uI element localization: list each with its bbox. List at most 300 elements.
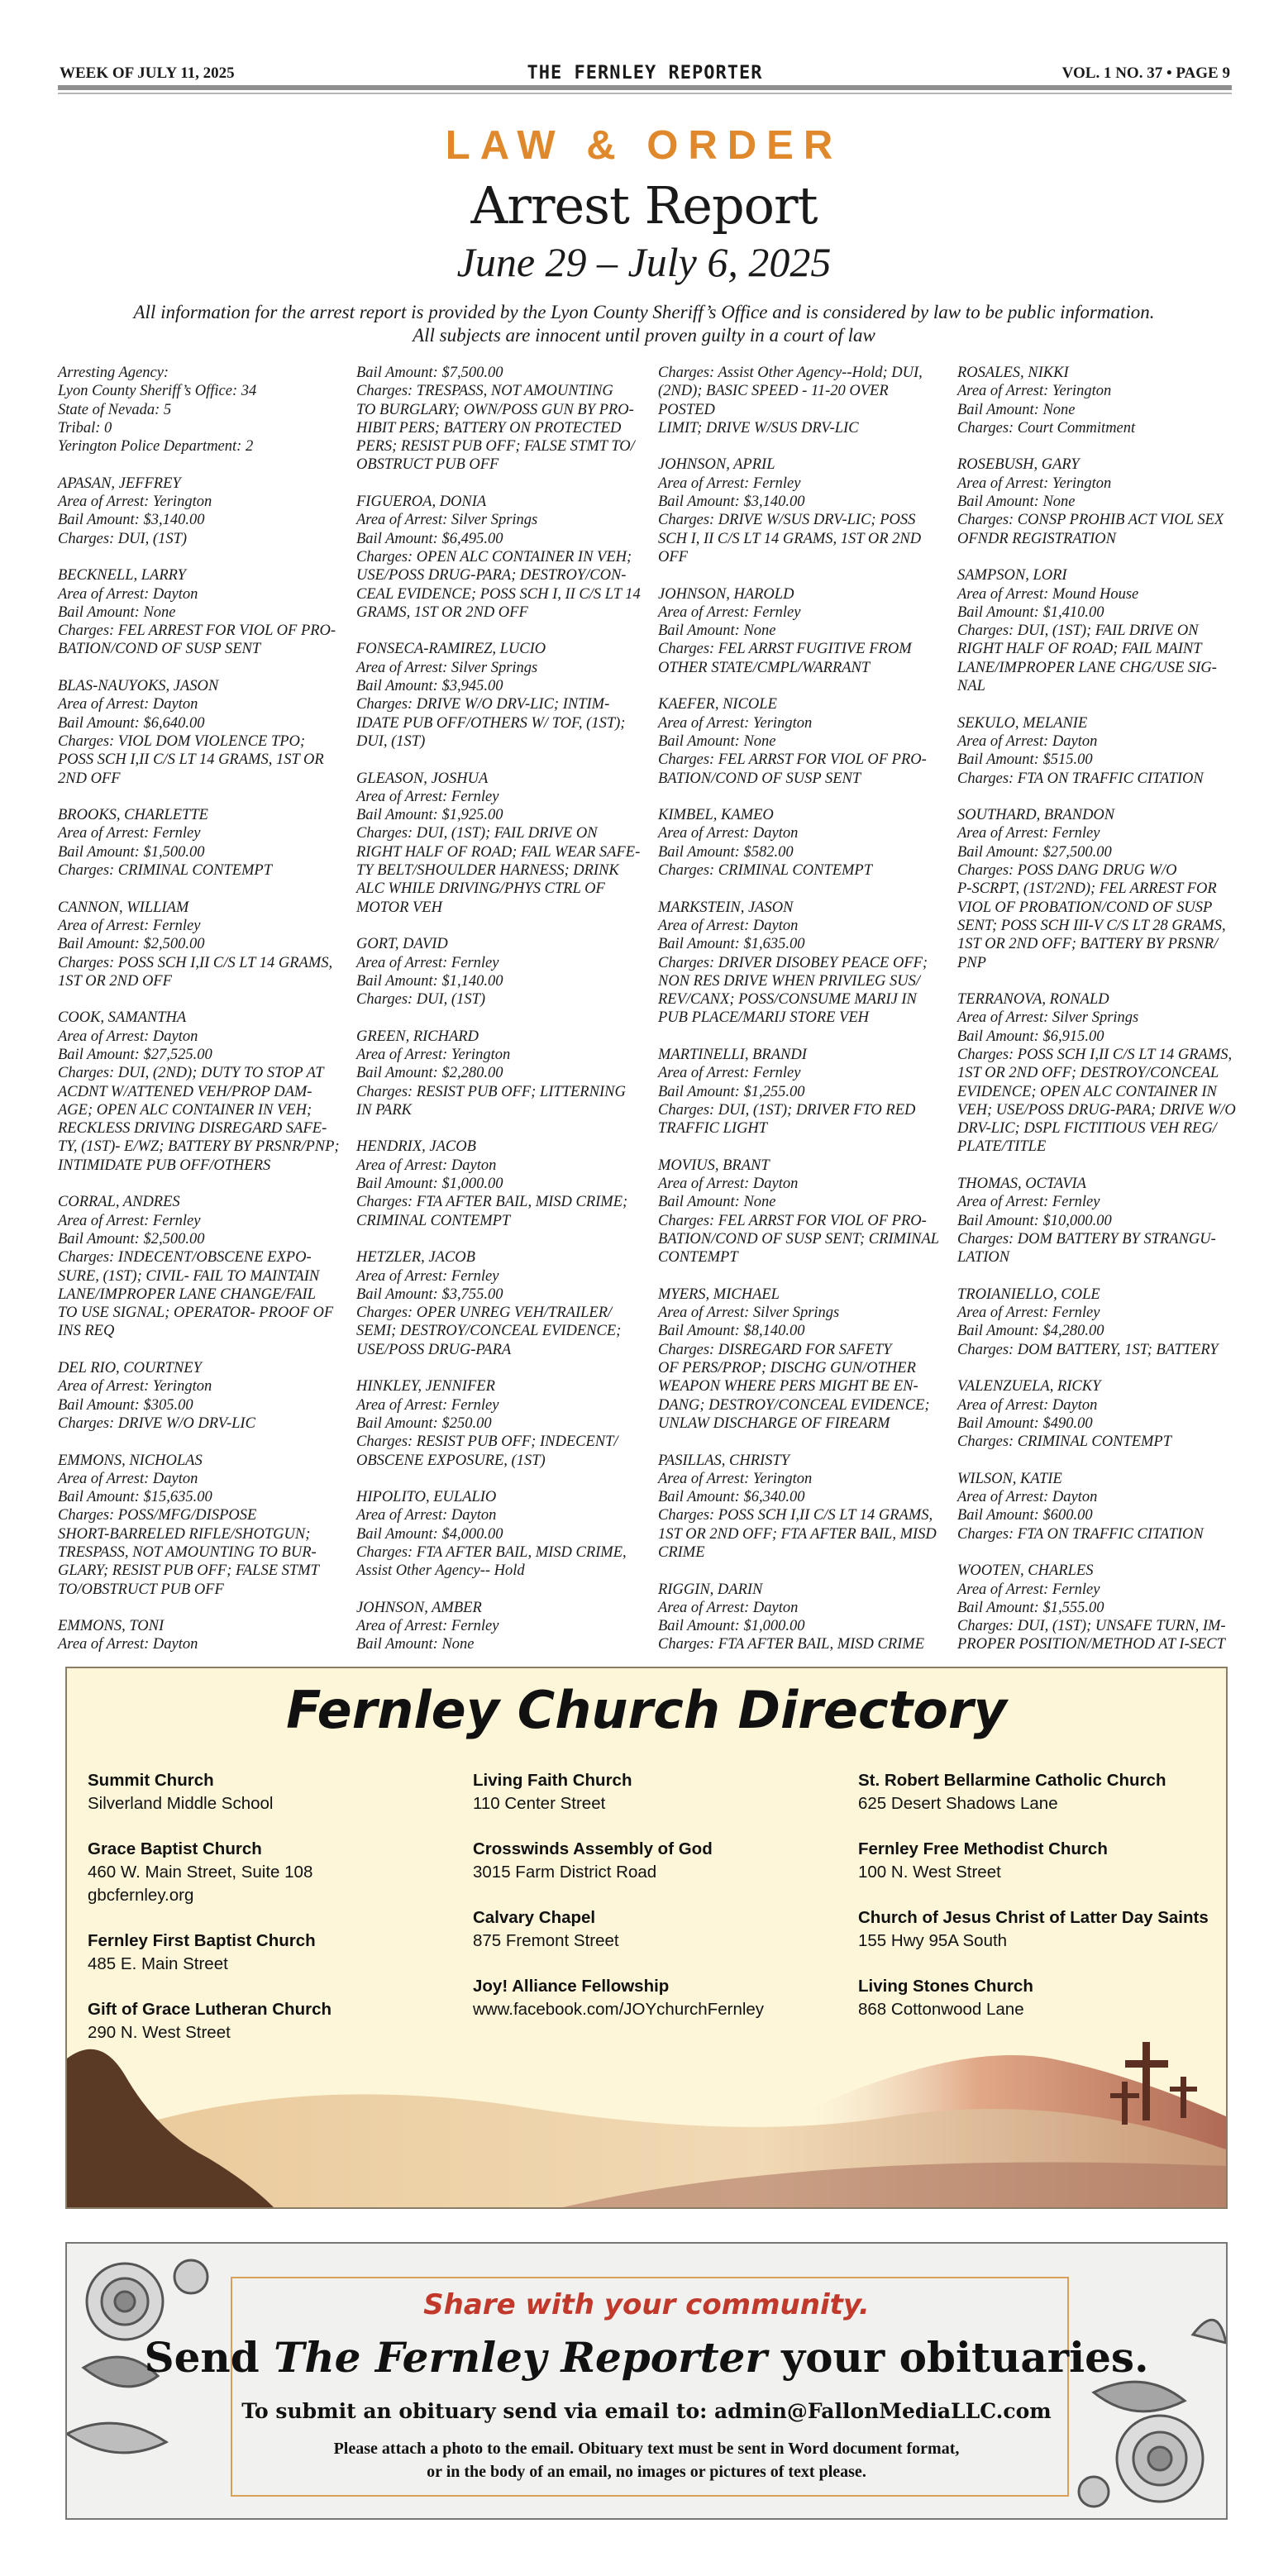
- arrest-entry-line: EVIDENCE; OPEN ALC CONTAINER IN: [957, 1083, 1217, 1100]
- arrest-entry-line: KIMBEL, KAMEO: [658, 807, 774, 824]
- arrest-entry: [658, 364, 943, 437]
- arrest-entry-line: Bail Amount: None: [658, 623, 776, 640]
- arrest-entry: [658, 695, 943, 787]
- arrest-entry-line: WEAPON WHERE PERS MIGHT BE EN-: [658, 1378, 918, 1395]
- arrest-entry-line: Area of Arrest: Fernley: [356, 1618, 499, 1635]
- arrest-entry-line: Tribal: 0: [58, 419, 112, 436]
- arrest-entry-line: WOOTEN, CHARLES: [957, 1562, 1094, 1580]
- obituary-note-line: or in the body of an email, no images or pictures of text please.: [427, 2463, 866, 2481]
- arrest-entry: [658, 1581, 943, 1654]
- church-address: 875 Fremont Street: [473, 1931, 619, 1950]
- arrest-entry-line: Area of Arrest: Silver Springs: [957, 1009, 1139, 1027]
- arrest-entry-line: MOVIUS, BRANT: [658, 1157, 770, 1174]
- arrest-entry-line: GRAMS, 1ST OR 2ND OFF: [356, 603, 528, 621]
- church-listing: [473, 1906, 837, 1953]
- obituary-note: [67, 2437, 1226, 2483]
- church-column-3: [858, 1769, 1222, 2044]
- arrest-entry-line: Area of Arrest: Dayton: [658, 917, 799, 934]
- arrest-entry-line: Charges: DISREGARD FOR SAFETY: [658, 1341, 892, 1358]
- arrest-entry-line: BROOKS, CHARLETTE: [58, 807, 208, 824]
- arrest-entry-line: P-SCRPT, (1ST/2ND); FEL ARREST FOR: [957, 880, 1217, 898]
- arrest-entry-line: Area of Arrest: Fernley: [658, 603, 801, 621]
- arrest-entry-line: Bail Amount: None: [957, 401, 1076, 418]
- arrest-entry: [957, 714, 1243, 788]
- arrest-entry-line: Area of Arrest: Fernley: [356, 1396, 499, 1414]
- arrest-entry-line: PROPER POSITION/METHOD AT I-SECT: [957, 1636, 1225, 1653]
- arrest-entry-line: Bail Amount: None: [658, 732, 776, 750]
- disclaimer: [83, 301, 1205, 347]
- arrest-entry-line: SOUTHARD, BRANDON: [957, 807, 1115, 824]
- obituary-ad: [65, 2242, 1228, 2520]
- arrest-entry-line: Bail Amount: $3,140.00: [58, 512, 205, 529]
- arrest-entry-line: Bail Amount: $7,500.00: [356, 365, 503, 381]
- arrest-entry-line: Bail Amount: $6,915.00: [957, 1028, 1104, 1045]
- arrest-entry-line: EMMONS, NICHOLAS: [58, 1452, 203, 1469]
- church-address: www.facebook.com/JOYchurchFernley: [473, 2000, 765, 2019]
- arrest-entry-line: Bail Amount: None: [356, 1636, 475, 1653]
- arrest-entry-line: WILSON, KATIE: [957, 1470, 1062, 1487]
- arrest-entry-line: Area of Arrest: Dayton: [658, 825, 799, 842]
- arrest-entry-line: IN PARK: [356, 1101, 412, 1119]
- arrest-entry-line: Bail Amount: $2,500.00: [58, 936, 205, 953]
- arrest-entry-line: Bail Amount: $6,640.00: [58, 714, 205, 732]
- church-column-2: [473, 1769, 837, 2044]
- arrest-entry-line: DANG; DESTROY/CONCEAL EVIDENCE;: [658, 1396, 930, 1414]
- arrest-entry-line: APASAN, JEFFREY: [58, 475, 181, 492]
- arrest-entry-line: Area of Arrest: Dayton: [356, 1157, 497, 1174]
- arrest-entry-line: Area of Arrest: Fernley: [957, 825, 1100, 842]
- arrest-entry-line: CORRAL, ANDRES: [58, 1194, 180, 1211]
- church-name: Summit Church: [88, 1771, 214, 1790]
- disclaimer-line: All subjects are innocent until proven guilty in a court of law: [413, 325, 875, 346]
- arrest-entry-line: HIPOLITO, EULALIO: [356, 1489, 497, 1506]
- arrest-entry-line: ACDNT W/ATTENED VEH/PROP DAM-: [58, 1083, 312, 1100]
- church-name: Crosswinds Assembly of God: [473, 1839, 713, 1858]
- arrest-entry: [658, 1452, 943, 1562]
- arrest-entry-line: Charges: DUI, (1ST); UNSAFE TURN, IM-: [957, 1618, 1226, 1635]
- arrest-report-columns: [58, 364, 1236, 1653]
- arrest-entry-line: TRAFFIC LIGHT: [658, 1120, 768, 1138]
- arrest-entry-line: LANE/IMPROPER LANE CHG/USE SIG-: [957, 659, 1217, 676]
- church-name: Fernley First Baptist Church: [88, 1931, 316, 1950]
- arrest-entry-line: Area of Arrest: Fernley: [658, 1065, 801, 1082]
- arrest-entry-line: Charges: CRIMINAL CONTEMPT: [658, 862, 873, 880]
- obituary-headline-pre: Send: [144, 2333, 274, 2382]
- arrest-entry-line: MYERS, MICHAEL: [658, 1286, 780, 1303]
- church-name: Joy! Alliance Fellowship: [473, 1977, 670, 1996]
- church-listing: [858, 1838, 1222, 1884]
- arrest-entry-line: Bail Amount: $27,525.00: [58, 1046, 212, 1063]
- arrest-entry-line: Bail Amount: $1,555.00: [957, 1599, 1104, 1616]
- arrest-entry-line: HENDRIX, JACOB: [356, 1138, 476, 1156]
- arrest-entry-line: LANE/IMPROPER LANE CHANGE/FAIL: [58, 1286, 317, 1303]
- arrest-entry: [58, 1452, 343, 1599]
- arrest-entry-line: Charges: CRIMINAL CONTEMPT: [58, 862, 273, 880]
- church-name: St. Robert Bellarmine Catholic Church: [858, 1771, 1166, 1790]
- arrest-entry-line: Bail Amount: $1,925.00: [356, 807, 503, 824]
- arrest-entry-line: Charges: POSS SCH I,II C/S LT 14 GRAMS,: [957, 1046, 1233, 1063]
- arrest-entry: [356, 493, 642, 622]
- arrest-entry-line: 1ST OR 2ND OFF; FTA AFTER BAIL, MISD: [658, 1525, 937, 1543]
- church-directory-title: Fernley Church Directory: [286, 1680, 1007, 1740]
- arrest-entry: [957, 1286, 1243, 1359]
- arrest-entry-line: (2ND); BASIC SPEED - 11-20 OVER POSTED: [658, 383, 889, 418]
- arrest-entry-line: DUI, (1ST): [356, 732, 426, 750]
- arrest-entry-line: EMMONS, TONI: [58, 1618, 165, 1635]
- church-address: 110 Center Street: [473, 1794, 606, 1813]
- church-name: Gift of Grace Lutheran Church: [88, 2000, 332, 2019]
- arrest-entry-line: Charges: DUI, (2ND); DUTY TO STOP AT: [58, 1065, 324, 1082]
- arrest-entry: [957, 364, 1243, 437]
- arrest-entry-line: Charges: FEL ARRST FOR VIOL OF PRO-: [658, 1212, 927, 1229]
- arrest-entry-line: CRIME: [658, 1544, 705, 1561]
- arrest-entry-line: SCH I, II C/S LT 14 GRAMS, 1ST OR 2ND: [658, 530, 922, 547]
- arrest-entry-line: PUB PLACE/MARIJ STORE VEH: [658, 1009, 870, 1027]
- arrest-entry-line: VEH; USE/POSS DRUG-PARA; DRIVE W/O: [957, 1101, 1236, 1119]
- arrest-entry: [957, 1562, 1243, 1653]
- arrest-entry-line: Bail Amount: $515.00: [957, 751, 1093, 769]
- arrest-entry-line: BATION/COND OF SUSP SENT: [58, 641, 261, 658]
- arrest-entry-line: OFF: [658, 548, 688, 565]
- arrest-entry-line: Area of Arrest: Fernley: [356, 1267, 499, 1285]
- arrest-entry-line: Bail Amount: $4,000.00: [356, 1525, 503, 1543]
- arrest-entry-line: Charges: POSS SCH I,II C/S LT 14 GRAMS,: [658, 1507, 933, 1524]
- arrest-entry-line: Bail Amount: $3,945.00: [356, 678, 503, 695]
- arrest-entry-line: INS REQ: [58, 1323, 115, 1340]
- arrest-entry-line: VIOL OF PROBATION/COND OF SUSP: [957, 899, 1213, 916]
- arrest-entry-line: USE/POSS DRUG-PARA: [356, 1341, 512, 1358]
- arrest-entry-line: Bail Amount: $6,340.00: [658, 1489, 805, 1506]
- arrest-entry: [58, 1359, 343, 1433]
- arrest-entry-line: State of Nevada: 5: [58, 401, 172, 418]
- arrest-entry-line: Area of Arrest: Mound House: [957, 585, 1139, 603]
- report-column-2: [356, 364, 642, 1672]
- arrest-entry: [356, 935, 642, 1009]
- arrest-entry: [356, 364, 642, 475]
- arrest-entry-line: RIGGIN, DARIN: [658, 1581, 763, 1598]
- arrest-entry-line: NAL: [957, 678, 985, 695]
- arrest-entry-line: Charges: POSS/MFG/DISPOSE: [58, 1507, 257, 1524]
- arrest-entry-line: KAEFER, NICOLE: [658, 696, 777, 713]
- arrest-entry-line: Area of Arrest: Yerington: [658, 714, 813, 732]
- arrest-entry: [356, 1377, 642, 1469]
- arrest-entry-line: JOHNSON, HAROLD: [658, 585, 794, 603]
- arrest-entry-line: AGE; OPEN ALC CONTAINER IN VEH;: [58, 1101, 312, 1119]
- church-address: 868 Cottonwood Lane: [858, 2000, 1024, 2019]
- obituary-email-line: To submit an obituary send via email to: admin@FallonMediaLLC.com: [241, 2399, 1052, 2423]
- obituary-headline-post: your obituaries.: [766, 2333, 1149, 2382]
- arrest-entry-line: Bail Amount: None: [658, 1194, 776, 1211]
- arrest-entry-line: DEL RIO, COURTNEY: [58, 1360, 202, 1377]
- church-name: Living Stones Church: [858, 1977, 1033, 1996]
- arrest-entry-line: OF PERS/PROP; DISCHG GUN/OTHER: [658, 1360, 916, 1377]
- arrest-entry-line: Charges: CONSP PROHIB ACT VIOL SEX: [957, 512, 1224, 529]
- arrest-entry-line: PERS; RESIST PUB OFF; FALSE STMT TO/: [356, 438, 635, 456]
- arrest-entry-line: Charges: Court Commitment: [957, 419, 1136, 436]
- arrest-entry-line: CONTEMPT: [658, 1249, 738, 1267]
- arrest-entry: [658, 456, 943, 566]
- arrest-entry-line: SHORT-BARRELED RIFLE/SHOTGUN;: [58, 1525, 311, 1543]
- arrest-entry-line: Charges: FTA ON TRAFFIC CITATION: [957, 770, 1204, 787]
- arrest-entry-line: Charges: FEL ARRST FOR VIOL OF PRO-: [658, 751, 927, 769]
- arrest-entry-line: BECKNELL, LARRY: [58, 567, 186, 584]
- arrest-entry-line: Area of Arrest: Fernley: [58, 1212, 201, 1229]
- arrest-entry-line: Charges: FEL ARRST FUGITIVE FROM: [658, 641, 912, 658]
- church-address: Silverland Middle School: [88, 1794, 274, 1813]
- arrest-entry-line: Bail Amount: $27,500.00: [957, 843, 1112, 861]
- arrest-entry-line: FIGUEROA, DONIA: [356, 494, 487, 511]
- arrest-entry-line: CRIMINAL CONTEMPT: [356, 1212, 511, 1229]
- arrest-entry: [356, 1248, 642, 1359]
- church-directory-ad: [65, 1667, 1228, 2209]
- arrest-entry-line: FONSECA-RAMIREZ, LUCIO: [356, 641, 546, 658]
- arrest-entry-line: Charges: RESIST PUB OFF; INDECENT/: [356, 1433, 618, 1451]
- arrest-entry-line: NON RES DRIVE WHEN PRIVILEG SUS/: [658, 972, 921, 990]
- arrest-entry: [957, 456, 1243, 547]
- church-listing: [473, 1838, 837, 1884]
- arrest-entry-line: Area of Arrest: Silver Springs: [658, 1305, 840, 1322]
- church-address: 155 Hwy 95A South: [858, 1931, 1008, 1950]
- arrest-entry: [58, 1193, 343, 1340]
- arrest-entry-line: Area of Arrest: Dayton: [957, 1489, 1098, 1506]
- arrest-entry-line: OBSCENE EXPOSURE, (1ST): [356, 1452, 546, 1469]
- date-range: June 29 – July 6, 2025: [456, 239, 832, 285]
- arrest-entry-line: PNP: [957, 954, 986, 971]
- arrest-entry-line: PLATE/TITLE: [957, 1138, 1047, 1156]
- arrest-entry-line: Bail Amount: None: [957, 494, 1076, 511]
- arrest-entry: [356, 1488, 642, 1580]
- arrest-entry-line: JOHNSON, APRIL: [658, 456, 775, 474]
- arrest-entry-line: Bail Amount: $582.00: [658, 843, 794, 861]
- masthead-rule: [58, 85, 1232, 90]
- obituary-headline: [67, 2333, 1226, 2382]
- arrest-entry: [58, 364, 343, 456]
- arrest-entry-line: Charges: INDECENT/OBSCENE EXPO-: [58, 1249, 312, 1267]
- arrest-entry-line: OTHER STATE/CMPL/WARRANT: [658, 659, 871, 676]
- arrest-entry-line: Charges: DRIVE W/SUS DRV-LIC; POSS: [658, 512, 916, 529]
- arrest-entry-line: PASILLAS, CHRISTY: [658, 1452, 789, 1469]
- arrest-entry-line: Area of Arrest: Dayton: [58, 1636, 198, 1653]
- arrest-entry-line: Area of Arrest: Yerington: [658, 1470, 813, 1487]
- arrest-entry-line: TY, (1ST)- E/WZ; BATTERY BY PRSNR/PNP;: [58, 1138, 340, 1156]
- desert-landscape-illustration: [67, 2009, 1226, 2207]
- arrest-entry-line: HETZLER, JACOB: [356, 1249, 475, 1267]
- arrest-entry-line: Charges: CRIMINAL CONTEMPT: [957, 1433, 1172, 1451]
- arrest-entry-line: Charges: DUI, (1ST): [58, 530, 188, 547]
- report-column-4: [957, 364, 1243, 1672]
- obituary-headline-paper: The Fernley Reporter: [274, 2333, 767, 2382]
- arrest-entry-line: 2ND OFF: [58, 770, 121, 787]
- paper-name: THE FERNLEY REPORTER: [527, 63, 763, 83]
- arrest-entry-line: Bail Amount: $490.00: [957, 1414, 1093, 1432]
- arrest-entry-line: Bail Amount: $250.00: [356, 1414, 492, 1432]
- arrest-entry-line: GREEN, RICHARD: [356, 1028, 479, 1045]
- arrest-entry-line: Area of Arrest: Dayton: [957, 1396, 1098, 1414]
- volume-page: VOL. 1 NO. 37 • PAGE 9: [1061, 64, 1230, 82]
- arrest-entry-line: SURE, (1ST); CIVIL- FAIL TO MAINTAIN: [58, 1267, 320, 1285]
- arrest-entry-line: Charges: DRIVE W/O DRV-LIC: [58, 1414, 255, 1432]
- arrest-entry-line: SEKULO, MELANIE: [957, 714, 1088, 732]
- church-address: 625 Desert Shadows Lane: [858, 1794, 1058, 1813]
- arrest-entry-line: VALENZUELA, RICKY: [957, 1378, 1101, 1395]
- masthead-rule-thin: [58, 93, 1232, 94]
- arrest-entry-line: Area of Arrest: Dayton: [58, 585, 198, 603]
- arrest-entry-line: MARTINELLI, BRANDI: [658, 1046, 807, 1063]
- church-address: gbcfernley.org: [88, 1886, 194, 1905]
- arrest-entry: [356, 1599, 642, 1654]
- arrest-entry: [356, 640, 642, 751]
- arrest-entry-line: Bail Amount: $600.00: [957, 1507, 1093, 1524]
- arrest-entry-line: Area of Arrest: Yerington: [58, 494, 212, 511]
- arrest-entry-line: Area of Arrest: Silver Springs: [356, 659, 538, 676]
- arrest-entry-line: Bail Amount: $3,755.00: [356, 1286, 503, 1303]
- arrest-entry-line: USE/POSS DRUG-PARA; DESTROY/CON-: [356, 567, 627, 584]
- issue-week: WEEK OF JULY 11, 2025: [60, 64, 235, 82]
- arrest-entry-line: Bail Amount: $2,500.00: [58, 1230, 205, 1247]
- arrest-entry-line: REV/CANX; POSS/CONSUME MARIJ IN: [658, 991, 917, 1009]
- arrest-entry-line: DRV-LIC; DSPL FICTITIOUS VEH REG/: [957, 1120, 1217, 1138]
- arrest-entry-line: UNLAW DISCHARGE OF FIREARM: [658, 1414, 890, 1432]
- church-name: Living Faith Church: [473, 1771, 632, 1790]
- arrest-entry-line: Charges: FTA ON TRAFFIC CITATION: [957, 1525, 1204, 1543]
- arrest-entry-line: Area of Arrest: Yerington: [957, 383, 1112, 400]
- arrest-entry-line: 1ST OR 2ND OFF; BATTERY BY PRSNR/: [957, 936, 1219, 953]
- arrest-entry-line: Area of Arrest: Dayton: [58, 1028, 198, 1045]
- arrest-entry-line: Area of Arrest: Fernley: [957, 1305, 1100, 1322]
- arrest-entry-line: Area of Arrest: Dayton: [58, 1470, 198, 1487]
- arrest-entry-line: Charges: OPEN ALC CONTAINER IN VEH;: [356, 548, 632, 565]
- arrest-entry-line: Area of Arrest: Dayton: [658, 1176, 799, 1193]
- arrest-entry-line: Area of Arrest: Yerington: [58, 1378, 212, 1395]
- arrest-entry-line: HINKLEY, JENNIFER: [356, 1378, 495, 1395]
- arrest-entry-line: Charges: FTA AFTER BAIL, MISD CRIME;: [356, 1194, 628, 1211]
- arrest-entry-line: Charges: FTA AFTER BAIL, MISD CRIME,: [356, 1544, 627, 1561]
- arrest-entry-line: CEAL EVIDENCE; POSS SCH I, II C/S LT 14: [356, 585, 641, 603]
- church-listing: [88, 1930, 451, 1976]
- arrest-entry-line: MARKSTEIN, JASON: [658, 899, 794, 916]
- arrest-entry-line: TERRANOVA, RONALD: [957, 991, 1109, 1009]
- masthead: [58, 61, 1232, 86]
- arrest-entry-line: 1ST OR 2ND OFF: [58, 972, 172, 990]
- church-address: 100 N. West Street: [858, 1863, 1001, 1882]
- church-address: 460 W. Main Street, Suite 108: [88, 1863, 313, 1882]
- arrest-entry-line: Charges: DOM BATTERY BY STRANGU-: [957, 1230, 1216, 1247]
- arrest-entry-line: Charges: VIOL DOM VIOLENCE TPO;: [58, 732, 306, 750]
- arrest-entry: [957, 1377, 1243, 1451]
- page-title: Arrest Report: [470, 175, 818, 236]
- arrest-entry-line: TRESPASS, NOT AMOUNTING TO BUR-: [58, 1544, 317, 1561]
- arrest-entry-line: Area of Arrest: Dayton: [58, 696, 198, 713]
- obituary-kicker: Share with your community.: [423, 2288, 870, 2321]
- arrest-entry-line: Bail Amount: $3,140.00: [658, 494, 805, 511]
- arrest-entry-line: TO BURGLARY; OWN/POSS GUN BY PRO-: [356, 401, 634, 418]
- arrest-entry-line: Charges: POSS DANG DRUG W/O: [957, 862, 1177, 880]
- arrest-entry: [957, 990, 1243, 1157]
- arrest-entry-line: POSS SCH I,II C/S LT 14 GRAMS, 1ST OR: [58, 751, 324, 769]
- arrest-entry-line: Bail Amount: $1,140.00: [356, 972, 503, 990]
- obituary-note-line: Please attach a photo to the email. Obituary text must be sent in Word document format,: [333, 2440, 960, 2458]
- report-column-3: [658, 364, 943, 1672]
- arrest-entry: [356, 1138, 642, 1229]
- arrest-entry-line: Charges: FEL ARREST FOR VIOL OF PRO-: [58, 623, 336, 640]
- arrest-entry: [658, 585, 943, 677]
- arrest-entry-line: THOMAS, OCTAVIA: [957, 1176, 1086, 1193]
- arrest-entry-line: Area of Arrest: Fernley: [356, 788, 499, 805]
- arrest-entry-line: CANNON, WILLIAM: [58, 899, 189, 916]
- arrest-entry-line: Bail Amount: None: [58, 603, 176, 621]
- arrest-entry-line: TROIANIELLO, COLE: [957, 1286, 1100, 1303]
- arrest-entry-line: Arresting Agency:: [58, 365, 169, 381]
- arrest-entry: [356, 770, 642, 917]
- arrest-entry-line: Bail Amount: $1,500.00: [58, 843, 205, 861]
- arrest-entry-line: Area of Arrest: Dayton: [957, 732, 1098, 750]
- arrest-entry-line: TO USE SIGNAL; OPERATOR- PROOF OF: [58, 1305, 334, 1322]
- report-column-1: [58, 364, 343, 1672]
- church-name: Calvary Chapel: [473, 1908, 596, 1927]
- arrest-entry-line: Bail Amount: $6,495.00: [356, 530, 503, 547]
- arrest-entry: [658, 899, 943, 1028]
- disclaimer-line: All information for the arrest report is provided by the Lyon County Sheriff’s Office and is considered by law to be public information.: [133, 302, 1155, 322]
- arrest-entry-line: IDATE PUB OFF/OTHERS W/ TOF, (1ST);: [356, 714, 626, 732]
- arrest-entry-line: TY BELT/SHOULDER HARNESS; DRINK: [356, 862, 619, 880]
- arrest-entry-line: ROSEBUSH, GARY: [957, 456, 1080, 474]
- arrest-entry-line: INTIMIDATE PUB OFF/OTHERS: [58, 1157, 271, 1174]
- arrest-entry-line: Charges: DRIVER DISOBEY PEACE OFF;: [658, 954, 928, 971]
- arrest-entry-line: Bail Amount: $1,000.00: [658, 1618, 805, 1635]
- arrest-entry-line: Charges: DUI, (1ST); FAIL DRIVE ON: [957, 623, 1199, 640]
- church-address: 485 E. Main Street: [88, 1954, 228, 1973]
- arrest-entry-line: RECKLESS DRIVING DISREGARD SAFE-: [58, 1120, 327, 1138]
- arrest-entry-line: Charges: TRESPASS, NOT AMOUNTING: [356, 383, 613, 400]
- arrest-entry-line: Area of Arrest: Fernley: [957, 1581, 1100, 1598]
- arrest-entry-line: SAMPSON, LORI: [957, 567, 1067, 584]
- arrest-entry-line: Area of Arrest: Fernley: [658, 475, 801, 492]
- arrest-entry-line: Charges: POSS SCH I,II C/S LT 14 GRAMS,: [58, 954, 333, 971]
- arrest-entry-line: Area of Arrest: Yerington: [957, 475, 1112, 492]
- church-name: Grace Baptist Church: [88, 1839, 262, 1858]
- arrest-entry: [957, 566, 1243, 695]
- arrest-entry-line: Charges: DUI, (1ST); FAIL DRIVE ON: [356, 825, 598, 842]
- arrest-entry: [58, 1009, 343, 1175]
- arrest-entry-line: BATION/COND OF SUSP SENT; CRIMINAL: [658, 1230, 940, 1247]
- arrest-entry-line: Area of Arrest: Fernley: [58, 917, 201, 934]
- arrest-entry-line: Charges: DRIVE W/O DRV-LIC; INTIM-: [356, 696, 610, 713]
- arrest-entry: [957, 1175, 1243, 1267]
- church-name: Fernley Free Methodist Church: [858, 1839, 1108, 1858]
- arrest-entry: [58, 677, 343, 788]
- arrest-entry-line: OFNDR REGISTRATION: [957, 530, 1117, 547]
- arrest-entry-line: GLEASON, JOSHUA: [356, 770, 489, 787]
- church-address: 290 N. West Street: [88, 2023, 231, 2042]
- arrest-entry-line: OBSTRUCT PUB OFF: [356, 456, 499, 474]
- arrest-entry-line: SENT; POSS SCH III-V C/S LT 28 GRAMS,: [957, 917, 1226, 934]
- arrest-entry-line: Area of Arrest: Dayton: [658, 1599, 799, 1616]
- arrest-entry-line: BLAS-NAUYOKS, JASON: [58, 678, 219, 695]
- arrest-entry-line: Area of Arrest: Dayton: [356, 1507, 497, 1524]
- arrest-entry-line: Charges: DUI, (1ST): [356, 991, 486, 1009]
- church-listing: [88, 1838, 451, 1907]
- arrest-entry-line: Assist Other Agency-- Hold: [356, 1562, 525, 1580]
- arrest-entry-line: BATION/COND OF SUSP SENT: [658, 770, 861, 787]
- church-listing: [88, 1769, 451, 1815]
- arrest-entry: [58, 566, 343, 658]
- arrest-entry-line: LIMIT; DRIVE W/SUS DRV-LIC: [658, 419, 859, 436]
- arrest-entry-line: Charges: OPER UNREG VEH/TRAILER/: [356, 1305, 613, 1322]
- arrest-entry-line: RIGHT HALF OF ROAD; FAIL WEAR SAFE-: [356, 843, 641, 861]
- arrest-entry-line: Bail Amount: $1,635.00: [658, 936, 805, 953]
- church-address: 3015 Farm District Road: [473, 1863, 657, 1882]
- arrest-entry: [356, 1028, 642, 1119]
